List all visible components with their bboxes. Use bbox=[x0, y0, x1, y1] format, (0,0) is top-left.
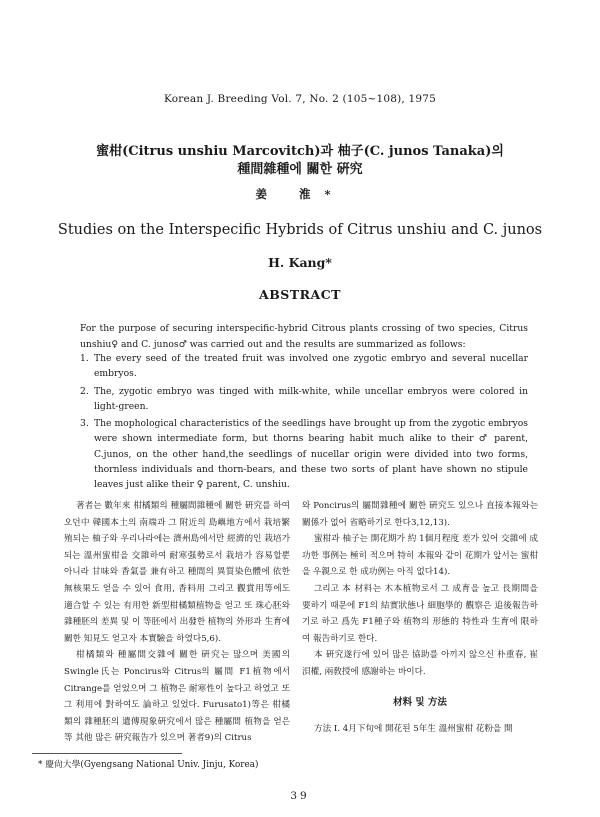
journal-citation: Korean J. Breeding Vol. 7, No. 2 (105~108), 1975 bbox=[163, 93, 437, 105]
section-paragraph: 方法 I. 4月下旬에 開花된 5年生 溫州蜜柑 花粉을 開 bbox=[314, 724, 513, 735]
abstract-item bbox=[80, 416, 528, 492]
abstract-item-text: The every seed of the treated fruit was involved one zygotic embryo and several nucellar embryos. bbox=[94, 353, 528, 380]
body-paragraph: 와 Poncirus의 屬間雜種에 關한 硏究도 있으나 直接本報와는 關係가 없어 省略하기로 한다3,12,13). bbox=[302, 501, 538, 528]
abstract-intro: For the purpose of securing interspecific-hybrid Citrous plants crossing of two species, Citrus unshiu♀ and C. junos♂ was carried out and the results are summarized as follows: bbox=[80, 323, 528, 350]
body-column-right bbox=[302, 498, 538, 738]
body-paragraph: 蜜柑과 柚子는 開花期가 約 1個月程度 差가 있어 交雜에 成功한 事例는 極히 적으며 特히 本報와 같이 花期가 앞서는 蜜柑을 우親으로 한 成功例는 아직 없다14). bbox=[302, 534, 538, 578]
abstract-item-text: The, zygotic embryo was tinged with milk-white, while uncellar embryos were colored in light-green. bbox=[94, 385, 528, 412]
abstract-item-number: 3. bbox=[80, 418, 89, 430]
english-author: H. Kang* bbox=[268, 255, 332, 270]
abstract-item-number: 1. bbox=[80, 353, 89, 364]
body-paragraph: 그리고 本 材料는 木本植物로서 그 成育을 높고 長期間을 要하기 때문에 F1의 結實狀態나 細胞學的 觀察은 追後報告하기로 하고 爲先 F1種子와 植物의 形態的 特性과 生育에 限하여 報告하기로 한다. bbox=[302, 583, 538, 644]
footnote-divider bbox=[32, 753, 182, 754]
abstract-list bbox=[80, 351, 528, 495]
author-affiliation-footnote: * 慶尙大學(Gyengsang National Univ. Jinju, Korea) bbox=[38, 760, 259, 770]
body-paragraph: 本 硏究遂行에 있어 많은 協助를 아끼지 않으신 朴重春, 崔浿權, 兩敎授에 感謝하는 바이다. bbox=[302, 650, 538, 677]
body-column-left bbox=[64, 498, 290, 747]
korean-title-line-2: 種間雜種에 關한 硏究 bbox=[237, 162, 363, 177]
abstract-item-text: The mophological characteristics of the seedlings have brought up from the zygotic embryos were shown intermediate form, but thorns bearing habit much alike to their ♂ parent, C.junos, on the other hand,the seedlings of nucellar origin were divided into two forms, thornless individuals and thorn-bears, and these two sorts of plant have shown no stipule leaves just alike their ♀ parent, C. unshiu. bbox=[94, 418, 528, 491]
body-paragraph: 著者는 數年來 柑橘類의 種屬間雜種에 關한 硏究를 하여오던中 韓國本土의 南端과 그 附近의 島嶼地方에서 栽培繁殖되는 柚子와 우리나라에는 濟州島에서만 經濟的인 栽培가 되는 溫州蜜柑을 交雜하여 耐寒强勢로서 栽培가 容易할뿐 아니라 甘味와 香氣를 兼有하고 種間의 異質染色體에 依한 無核果도 얻을 수 있어 食用, 香料用 그리고 觀賞用等에도 適合할 수 있는 有用한 新型柑橘類植物을 얻고 또 珠心胚와 雜種胚의 差異 및 이 等胚에서 出發한 植物의 外形과 生育에 關한 知見도 얻고자 本實驗을 하였다5,6). bbox=[64, 501, 290, 644]
korean-author: 姜 淮* bbox=[255, 187, 345, 201]
section-heading: 材料 및 方法 bbox=[393, 696, 447, 708]
page-number: 39 bbox=[290, 790, 310, 802]
abstract-heading: ABSTRACT bbox=[259, 287, 341, 302]
abstract-item bbox=[80, 351, 528, 382]
body-paragraph: 柑橘類와 種屬間交雜에 關한 硏究는 많으며 美國의 Swingle氏는 Poncirus와 Citrus의 屬間 F1植物에서 Citrange를 얻었으며 그 植物은 耐寒性이 높다고 하였고 또 그 利用에 對하여도 論하고 있었다. Furusato1)等은 柑橘類의 雜種胚의 遺傳現象硏究에서 많은 種屬間 植物을 얻은 等 其他 많은 硏究報告가 있으며 著者9)의 Citrus bbox=[64, 650, 290, 744]
abstract-item bbox=[80, 384, 528, 415]
abstract-item-number: 2. bbox=[80, 385, 89, 397]
english-title: Studies on the Interspecific Hybrids of Citrus unshiu and C. junos bbox=[57, 222, 543, 238]
korean-title-line-1: 蜜柑(Citrus unshiu Marcovitch)과 柚子(C. junos Tanaka)의 bbox=[96, 144, 504, 159]
